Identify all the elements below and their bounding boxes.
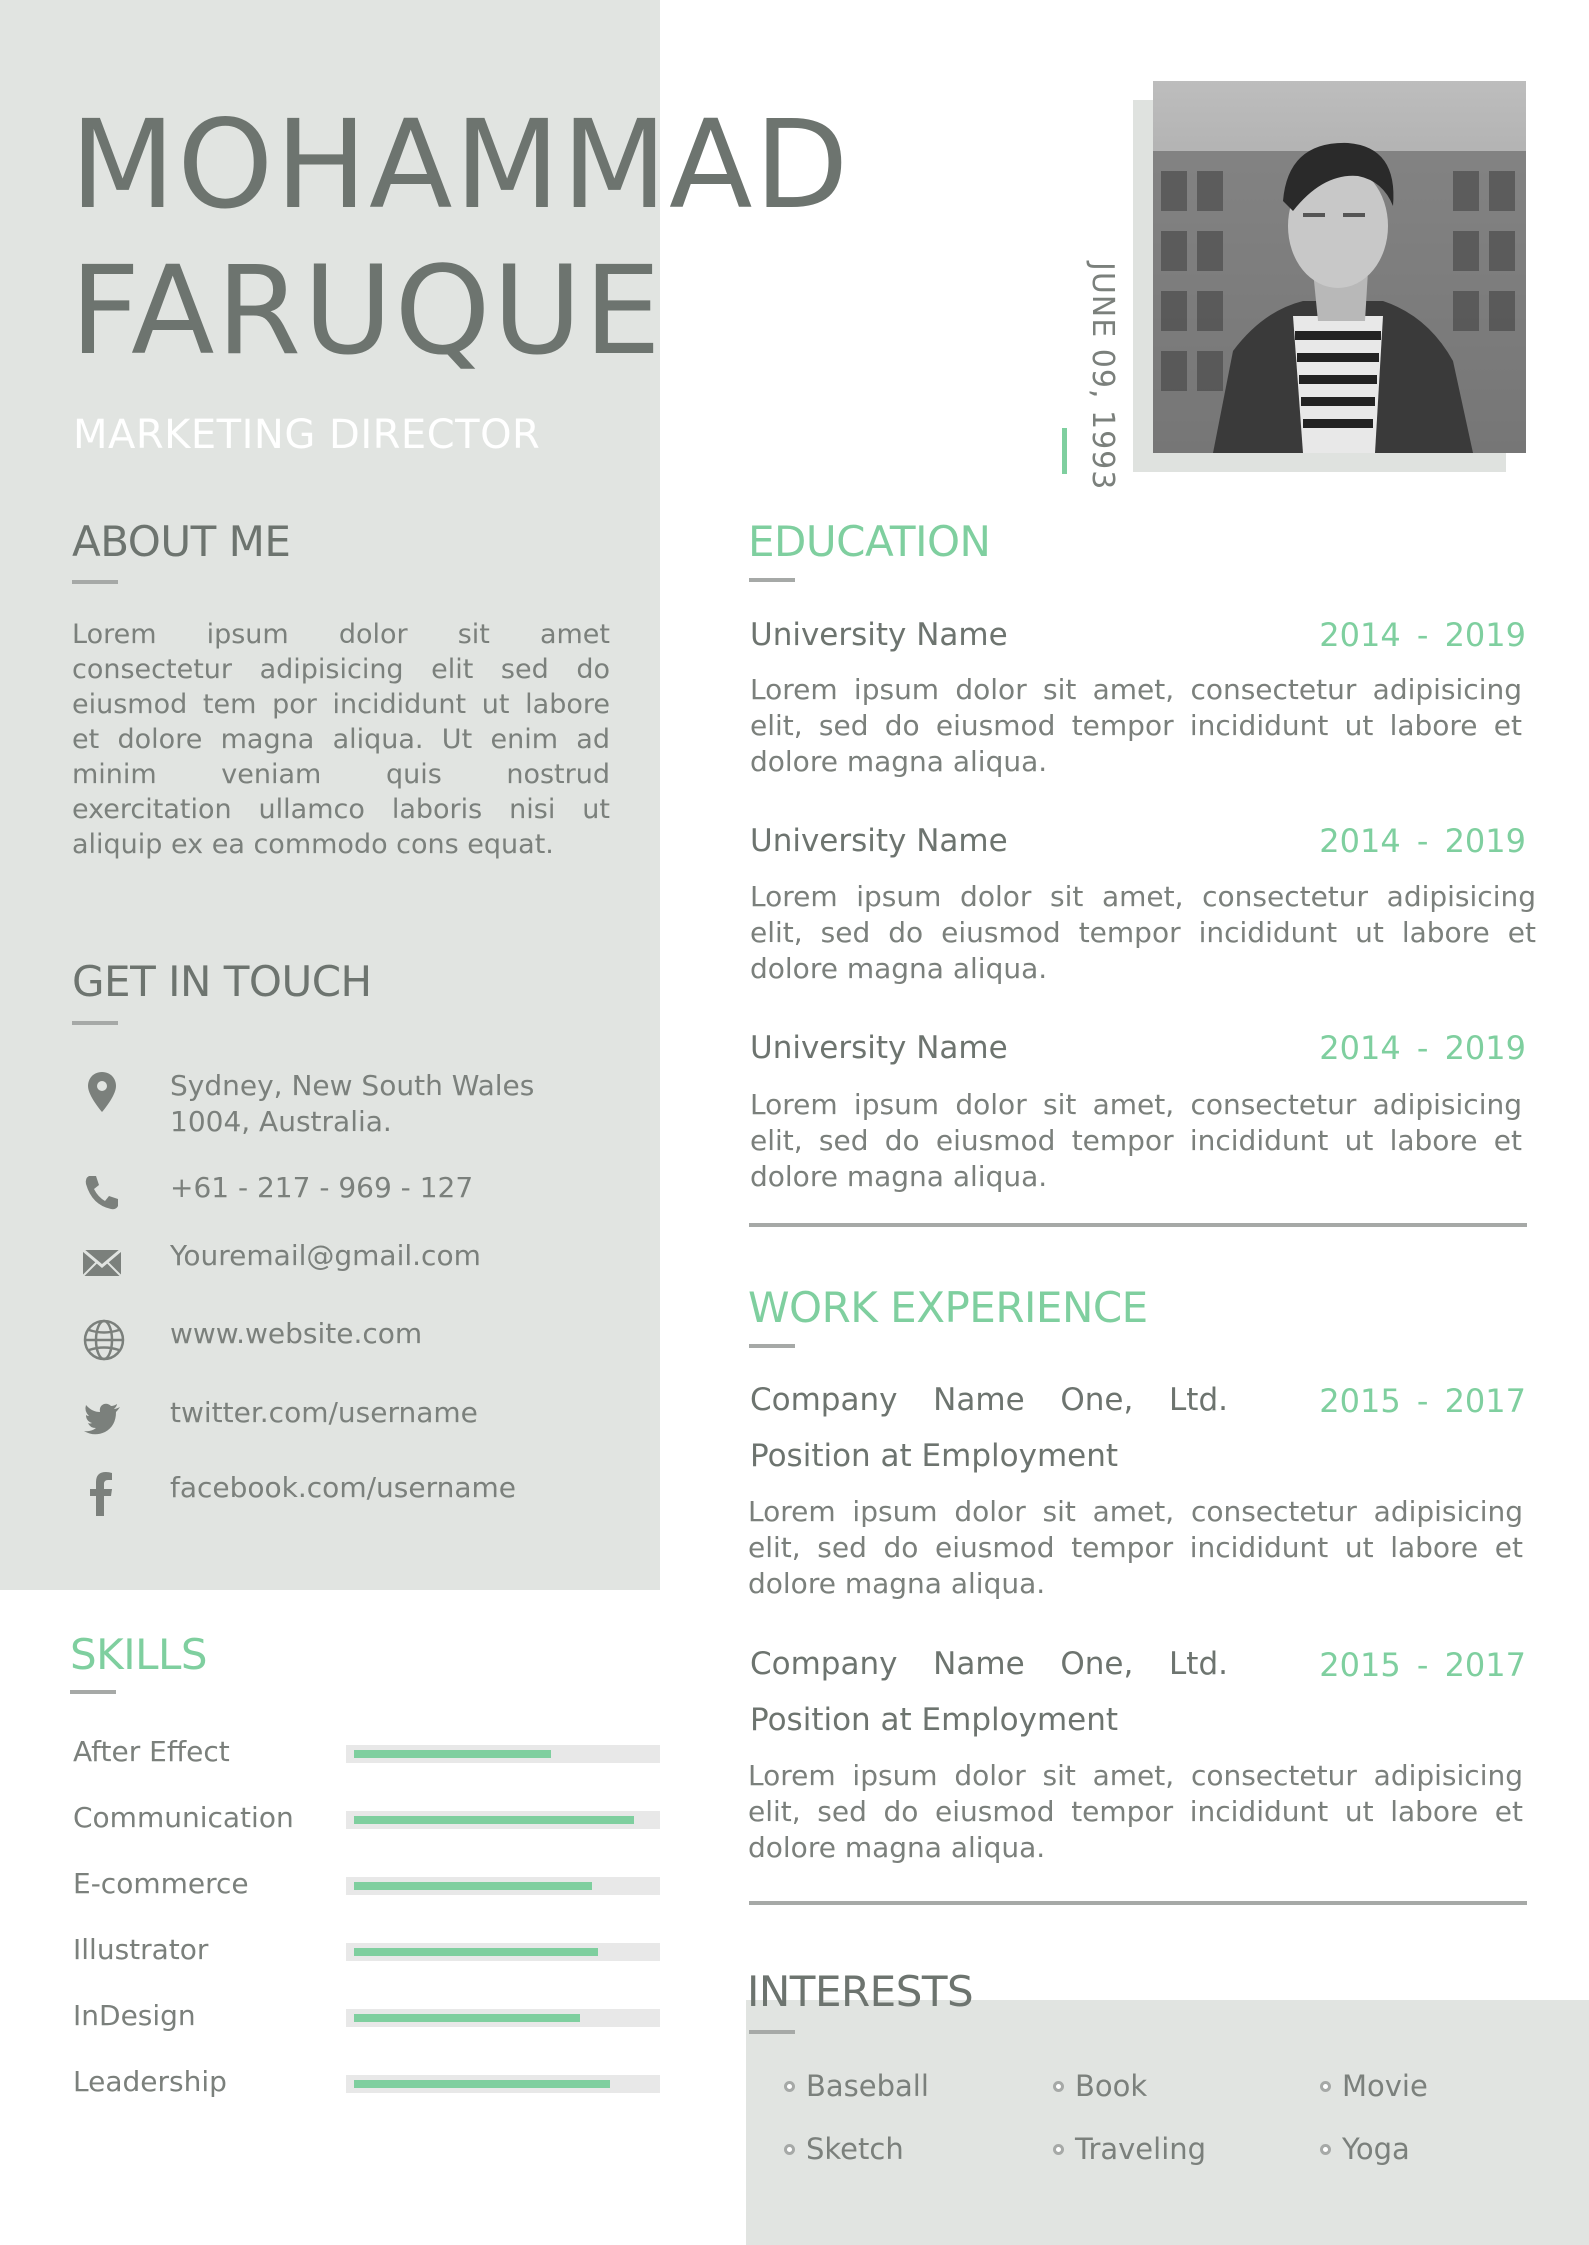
contact-item-phone (0, 1170, 660, 1230)
location-pin-icon (80, 1068, 124, 1112)
contact-item-website (0, 1316, 660, 1376)
interests-heading: INTERESTS (747, 1967, 974, 2016)
skills-heading: SKILLS (70, 1630, 208, 1679)
skill-label: Illustrator (73, 1933, 209, 1966)
skill-bar-fill (354, 1816, 634, 1824)
education-heading-rule (749, 578, 795, 582)
work-company: Company Name One, Ltd. (750, 1646, 1228, 1682)
contact-address-text: Sydney, New South Wales 1004, Australia. (170, 1069, 535, 1138)
bullet-icon (784, 2144, 795, 2155)
interest-label: Baseball (806, 2069, 929, 2103)
interest-label: Sketch (806, 2132, 904, 2166)
bullet-icon (784, 2081, 795, 2092)
bullet-icon (1053, 2081, 1064, 2092)
work-heading: WORK EXPERIENCE (748, 1283, 1148, 1332)
skill-bar-fill (354, 2014, 580, 2022)
date-of-birth (1080, 262, 1120, 491)
skill-label: E-commerce (73, 1867, 249, 1900)
skills-heading-rule (70, 1690, 116, 1694)
globe-icon (80, 1316, 124, 1360)
interest-item (784, 2132, 904, 2166)
profile-photo (1153, 81, 1526, 453)
contact-item-facebook (0, 1470, 660, 1530)
skill-bar-track (346, 2075, 660, 2093)
skill-bar-fill (354, 1882, 592, 1890)
bullet-icon (1320, 2081, 1331, 2092)
skill-bar-track (346, 1745, 660, 1763)
work-company: Company Name One, Ltd. (750, 1382, 1228, 1418)
work-position: Position at Employment (750, 1702, 1119, 1738)
twitter-icon (80, 1395, 124, 1439)
last-name: FARUQUE (70, 240, 663, 382)
education-description: Lorem ipsum dolor sit amet, consectetur adipisicing elit, sed do eiusmod tempor incididunt ut labore et dolore magna aliqua. (750, 880, 1536, 985)
date-of-birth-text: JUNE 09, 1993 (1085, 262, 1120, 491)
skill-label: InDesign (73, 1999, 196, 2032)
education-divider (749, 1223, 1527, 1227)
education-institution: University Name (750, 617, 1008, 653)
education-years: 2014 - 2019 (1319, 822, 1526, 860)
work-years: 2015 - 2017 (1319, 1382, 1526, 1420)
education-institution: University Name (750, 1030, 1008, 1066)
interest-item (784, 2069, 929, 2103)
education-description: Lorem ipsum dolor sit amet, consectetur adipisicing elit, sed do eiusmod tempor incididunt ut labore et dolore magna aliqua. (750, 673, 1522, 778)
interest-item (1320, 2069, 1428, 2103)
contact-item-address (0, 1068, 660, 1138)
skill-label: After Effect (73, 1735, 230, 1768)
interest-item (1053, 2069, 1147, 2103)
education-years: 2014 - 2019 (1319, 616, 1526, 654)
interest-label: Traveling (1075, 2132, 1207, 2166)
education-description: Lorem ipsum dolor sit amet, consectetur adipisicing elit, sed do eiusmod tempor incididunt ut labore et dolore magna aliqua. (750, 1088, 1522, 1193)
phone-icon (80, 1170, 124, 1214)
skill-bar-track (346, 1943, 660, 1961)
interest-item (1320, 2132, 1410, 2166)
dob-accent-bar (1062, 428, 1067, 474)
contact-website-text: www.website.com (170, 1317, 423, 1350)
skill-bar-track (346, 1811, 660, 1829)
interest-label: Book (1075, 2069, 1148, 2103)
contact-email-text: Youremail@gmail.com (170, 1239, 481, 1272)
facebook-icon (80, 1470, 124, 1514)
skill-bar-track (346, 1877, 660, 1895)
skill-label: Leadership (73, 2065, 227, 2098)
first-name: MOHAMMAD (70, 94, 851, 236)
interests-panel (746, 2000, 1589, 2245)
about-heading-rule (72, 580, 118, 584)
bullet-icon (1053, 2144, 1064, 2155)
interest-item (1053, 2132, 1206, 2166)
envelope-icon (80, 1238, 124, 1282)
skill-bar-track (346, 2009, 660, 2027)
contact-heading-rule (72, 1021, 118, 1025)
interest-label: Yoga (1342, 2132, 1410, 2166)
interests-heading-rule (749, 2030, 795, 2034)
work-description: Lorem ipsum dolor sit amet, consectetur adipisicing elit, sed do eiusmod tempor incididunt ut labore et dolore magna aliqua. (748, 1495, 1523, 1600)
bullet-icon (1320, 2144, 1331, 2155)
work-divider (749, 1901, 1527, 1905)
education-heading: EDUCATION (748, 517, 991, 566)
about-heading: ABOUT ME (72, 517, 291, 566)
contact-twitter-text: twitter.com/username (170, 1396, 478, 1429)
profile-photo-illustration (1153, 81, 1526, 453)
skill-bar-fill (354, 2080, 610, 2088)
work-description: Lorem ipsum dolor sit amet, consectetur adipisicing elit, sed do eiusmod tempor incididunt ut labore et dolore magna aliqua. (748, 1759, 1523, 1864)
contact-phone-text: +61 - 217 - 969 - 127 (170, 1171, 474, 1204)
work-position: Position at Employment (750, 1438, 1119, 1474)
skill-bar-fill (354, 1750, 551, 1758)
interest-label: Movie (1342, 2069, 1428, 2103)
skill-bar-fill (354, 1948, 598, 1956)
contact-item-email (0, 1238, 660, 1298)
contact-facebook-text: facebook.com/username (170, 1471, 517, 1504)
job-title: MARKETING DIRECTOR (73, 412, 541, 458)
education-years: 2014 - 2019 (1319, 1029, 1526, 1067)
education-institution: University Name (750, 823, 1008, 859)
about-text: Lorem ipsum dolor sit amet consectetur adipisicing elit sed do eiusmod tem por incididunt ut labore et dolore magna aliqua. Ut enim ad minim veniam quis nostrud exercitation ullamco laboris nisi ut aliquip ex ea commodo cons equat. (72, 619, 610, 860)
contact-heading: GET IN TOUCH (72, 957, 372, 1006)
skill-label: Communication (73, 1801, 294, 1834)
contact-item-twitter (0, 1395, 660, 1455)
work-years: 2015 - 2017 (1319, 1646, 1526, 1684)
work-heading-rule (749, 1344, 795, 1348)
